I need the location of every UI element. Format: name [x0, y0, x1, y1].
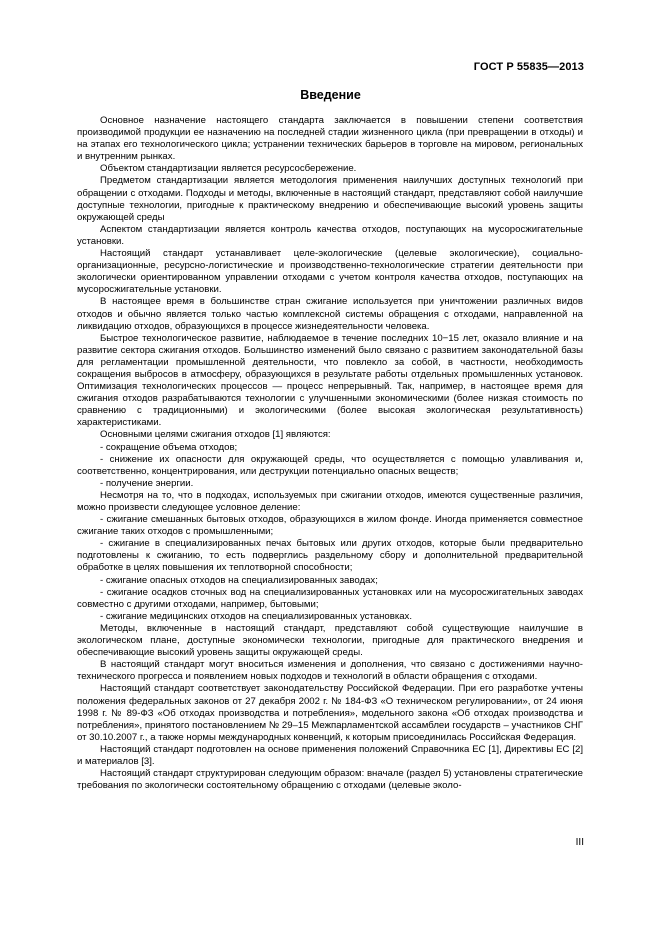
paragraph: Основное назначение настоящего стандарта заключается в повышении степени соответствия производимой продукции ее назначению на последней стадии жизненного цикла (при превращении в отходы) и на этапах его технологического цикла; устранении технических барьеров в торговле на мировом, региональных и внутренним рынках. — [77, 115, 583, 163]
paragraph: Настоящий стандарт соответствует законодательству Российской Федерации. При его разработке учтены положения федеральных законов от 27 декабря 2002 г. № 184-ФЗ «О техническом регулировании», от 24 июня 1998 г. № 89-ФЗ «Об отходах производства и потребления», модельного закона «Об отходах производства и потребления», принятого постановлением № 29–15 Межпарламентской ассамблеи государств – участников СНГ от 30.10.2007 г., а также нормы международных конвенций, к которым присоединилась Российская Федерация. — [77, 683, 583, 743]
paragraph: В настоящий стандарт могут вноситься изменения и дополнения, что связано с достижениями научно-технического прогресса и появлением новых подходов и технологий в области обращения с отходами. — [77, 659, 583, 683]
paragraph: Основными целями сжигания отходов [1] являются: — [100, 429, 331, 441]
list-item: - сжигание в специализированных печах бытовых или других отходов, которые были предварительно подготовлены к сжиганию, то есть подверглись раздельному сбору и дополнительной предварительной обработке в целях повышения их теплотворной способности; — [77, 538, 583, 574]
paragraph: Несмотря на то, что в подходах, используемых при сжигании отходов, имеются существенные различия, можно произвести следующее условное деление: — [77, 489, 583, 513]
page-number: III — [575, 837, 584, 848]
document-body — [77, 115, 583, 792]
paragraph: Предметом стандартизации является методология применения наилучших доступных технологий при обращении с отходами. Подходы и методы, включенные в настоящий стандарт, представляют собой наилучшие доступные технологии, пригодные к практическому внедрению и обеспечивающие высокий уровень защиты окружающей среды — [77, 175, 583, 223]
paragraph: Настоящий стандарт устанавливает целе-экологические (целевые экологические), социально-организационные, ресурсно-логистические и производственно-технологические стратегии деятельности при экологически ориентированном управлении отходами с учетом контроля качества отходов, поступающих на мусоросжигательные установки. — [77, 248, 583, 296]
list-item: - сжигание осадков сточных вод на специализированных установках или на мусоросжигательных заводах совместно с другими отходами, например, бытовыми; — [77, 586, 583, 610]
paragraph: Настоящий стандарт подготовлен на основе применения положений Справочника ЕС [1], Директивы ЕС [2] и материалов [3]. — [77, 743, 583, 767]
section-title: Введение — [300, 88, 361, 102]
paragraph: Аспектом стандартизации является контроль качества отходов, поступающих на мусоросжигательные установки. — [77, 223, 583, 247]
list-item: - сжигание медицинских отходов на специализированных установках. — [100, 610, 413, 622]
list-item: - снижение их опасности для окружающей среды, что осуществляется с помощью улавливания и, соответственно, концентрирования, или деструкции потенциально опасных веществ; — [77, 453, 583, 477]
paragraph: Настоящий стандарт структурирован следующим образом: вначале (раздел 5) установлены стратегические требования по экологически состоятельному обращению с отходами (целевые эколо- — [77, 768, 583, 792]
paragraph: Быстрое технологическое развитие, наблюдаемое в течение последних 10−15 лет, оказало влияние и на развитие сектора сжигания отходов. Большинство изменений было связано с развитием законодательной базы для регламентации промышленной деятельности, что повлекло за собой, в частности, необходимость сокращения выбросов в атмосферу, образующихся в результате работы отдельных промышленных установок. Оптимизация технологических процессов — процесс непрерывный. Так, например, в настоящее время для сжигания отходов разрабатываются технологии с улучшенными экономическими (более низкая стоимость по сравнению с традиционными) и экологическими (более высокая экологическая результативность) характеристиками. — [77, 332, 583, 429]
list-item: - сжигание смешанных бытовых отходов, образующихся в жилом фонде. Иногда применяется совместное сжигание таких отходов с промышленными; — [77, 514, 583, 538]
paragraph: В настоящее время в большинстве стран сжигание используется при уничтожении различных видов отходов и обычно является только частью комплексной системы обращения с отходами, направленной на ликвидацию отходов, образующихся в процессе жизнедеятельности человека. — [77, 296, 583, 332]
paragraph: Методы, включенные в настоящий стандарт, представляют собой существующие наилучшие в экологическом плане, доступные экономически технологии, пригодные для практического внедрения и обеспечивающие высокий уровень защиты окружающей среды. — [77, 622, 583, 659]
list-item: - сжигание опасных отходов на специализированных заводах; — [100, 574, 378, 586]
list-item: - сокращение объема отходов; — [100, 441, 238, 453]
list-item: - получение энергии. — [100, 477, 194, 489]
document-code-header: ГОСТ Р 55835—2013 — [473, 61, 584, 73]
paragraph: Объектом стандартизации является ресурсосбережение. — [100, 163, 357, 175]
